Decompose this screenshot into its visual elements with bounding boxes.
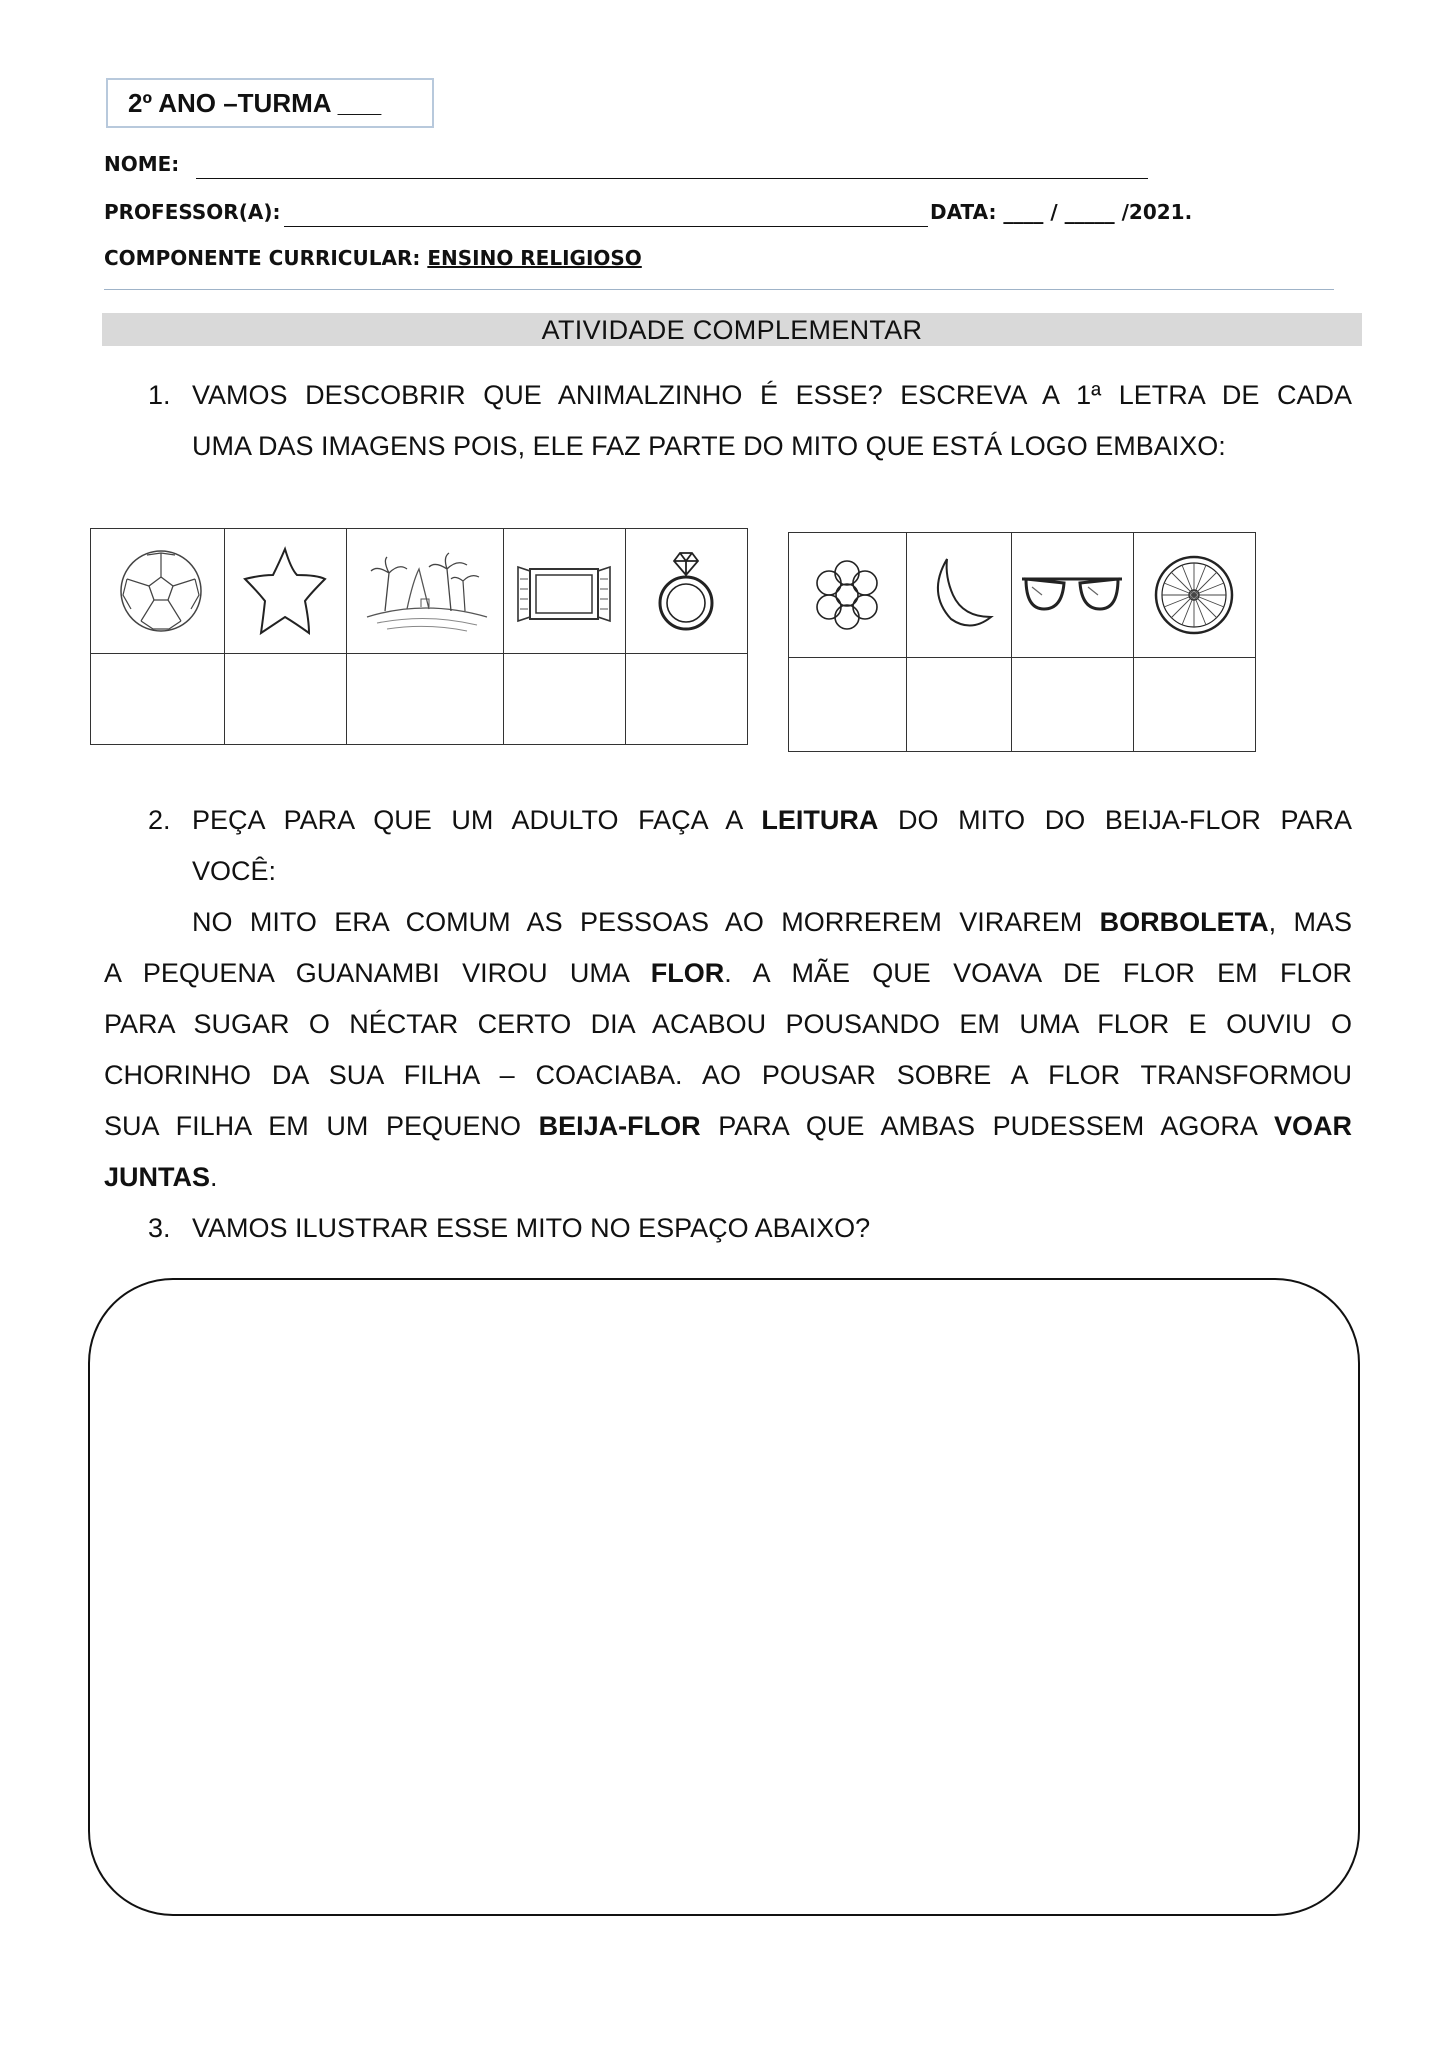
ring-icon bbox=[626, 529, 747, 653]
myth-text: SUA FILHA EM UM PEQUENO bbox=[104, 1111, 539, 1141]
q2-number: 2. bbox=[148, 805, 171, 835]
picture-table-right bbox=[788, 532, 1256, 752]
drawing-area[interactable] bbox=[88, 1278, 1360, 1916]
q2-text: DO MITO DO BEIJA-FLOR PARA bbox=[878, 805, 1353, 835]
picture-cell bbox=[1012, 533, 1134, 658]
picture-cell bbox=[504, 529, 626, 654]
q2-text: PEÇA PARA QUE UM ADULTO FAÇA A bbox=[192, 805, 762, 835]
myth-line-6 bbox=[104, 1152, 218, 1203]
q3-text: VAMOS ILUSTRAR ESSE MITO NO ESPAÇO ABAIXO? bbox=[192, 1213, 871, 1243]
answer-cell[interactable] bbox=[91, 654, 225, 745]
picture-cell bbox=[225, 529, 347, 654]
q2-bold-leitura: LEITURA bbox=[761, 805, 879, 835]
myth-bold-juntas: JUNTAS bbox=[104, 1162, 211, 1192]
picture-cell bbox=[907, 533, 1012, 658]
myth-bold-voar: VOAR bbox=[1273, 1111, 1352, 1141]
q1-line2: UMA DAS IMAGENS POIS, ELE FAZ PARTE DO MITO QUE ESTÁ LOGO EMBAIXO: bbox=[192, 431, 1226, 461]
myth-bold-beija-flor: BEIJA-FLOR bbox=[538, 1111, 701, 1141]
glasses-icon bbox=[1012, 533, 1133, 657]
myth-bold-flor: FLOR bbox=[650, 958, 725, 988]
picture-cell bbox=[1134, 533, 1256, 658]
answer-cell[interactable] bbox=[1012, 658, 1134, 752]
q1-line1: VAMOS DESCOBRIR QUE ANIMALZINHO É ESSE? ESCREVA A 1ª LETRA DE CADA bbox=[192, 380, 1352, 410]
myth-line-4: CHORINHO DA SUA FILHA – COACIABA. AO POUSAR SOBRE A FLOR TRANSFORMOU bbox=[104, 1060, 1352, 1090]
answer-cell[interactable] bbox=[504, 654, 626, 745]
moon-icon bbox=[907, 533, 1011, 657]
myth-bold-borboleta: BORBOLETA bbox=[1099, 907, 1269, 937]
myth-text: PARA QUE AMBAS PUDESSEM AGORA bbox=[700, 1111, 1274, 1141]
q3-number: 3. bbox=[148, 1213, 171, 1243]
answer-cell[interactable] bbox=[1134, 658, 1256, 752]
answer-cell[interactable] bbox=[347, 654, 504, 745]
picture-table-left bbox=[90, 528, 748, 745]
myth-line-3: PARA SUGAR O NÉCTAR CERTO DIA ACABOU POUSANDO EM UMA FLOR E OUVIU O bbox=[104, 1009, 1352, 1039]
componente-label: COMPONENTE CURRICULAR: bbox=[104, 246, 421, 270]
picture-cell bbox=[91, 529, 225, 654]
myth-line-1 bbox=[192, 897, 1352, 948]
q1-number: 1. bbox=[148, 380, 171, 410]
picture-cell bbox=[789, 533, 907, 658]
activity-title: ATIVIDADE COMPLEMENTAR bbox=[102, 313, 1362, 346]
nome-label: NOME: bbox=[104, 152, 180, 176]
wheel-icon bbox=[1134, 533, 1255, 657]
professor-label: PROFESSOR(A): bbox=[104, 200, 281, 224]
myth-text: NO MITO ERA COMUM AS PESSOAS AO MORREREM VIRAREM bbox=[192, 907, 1100, 937]
data-label: DATA: ____ / _____ /2021. bbox=[930, 200, 1193, 224]
answer-cell[interactable] bbox=[907, 658, 1012, 752]
nome-field[interactable] bbox=[196, 178, 1148, 179]
myth-line-2 bbox=[104, 948, 1352, 999]
picture-cell bbox=[347, 529, 504, 654]
q2-line1 bbox=[192, 795, 1352, 846]
soccer-ball-icon bbox=[91, 529, 224, 653]
myth-line-5 bbox=[104, 1101, 1352, 1152]
answer-cell[interactable] bbox=[789, 658, 907, 752]
header-divider bbox=[104, 289, 1334, 290]
professor-field[interactable] bbox=[284, 226, 928, 227]
flower-icon bbox=[789, 533, 906, 657]
myth-text: . bbox=[210, 1162, 218, 1192]
window-icon bbox=[504, 529, 625, 653]
myth-text: . A MÃE QUE VOAVA DE FLOR EM FLOR bbox=[724, 958, 1352, 988]
q2-line2: VOCÊ: bbox=[192, 856, 277, 886]
myth-text: A PEQUENA GUANAMBI VIROU UMA bbox=[104, 958, 651, 988]
island-icon bbox=[347, 529, 503, 653]
picture-cell bbox=[626, 529, 748, 654]
componente-line bbox=[104, 246, 642, 270]
myth-text: , MAS bbox=[1268, 907, 1353, 937]
turma-label: 2º ANO –TURMA ___ bbox=[128, 88, 382, 118]
star-icon bbox=[225, 529, 346, 653]
turma-box bbox=[106, 78, 434, 128]
componente-value: ENSINO RELIGIOSO bbox=[427, 246, 642, 270]
answer-cell[interactable] bbox=[626, 654, 748, 745]
answer-cell[interactable] bbox=[225, 654, 347, 745]
